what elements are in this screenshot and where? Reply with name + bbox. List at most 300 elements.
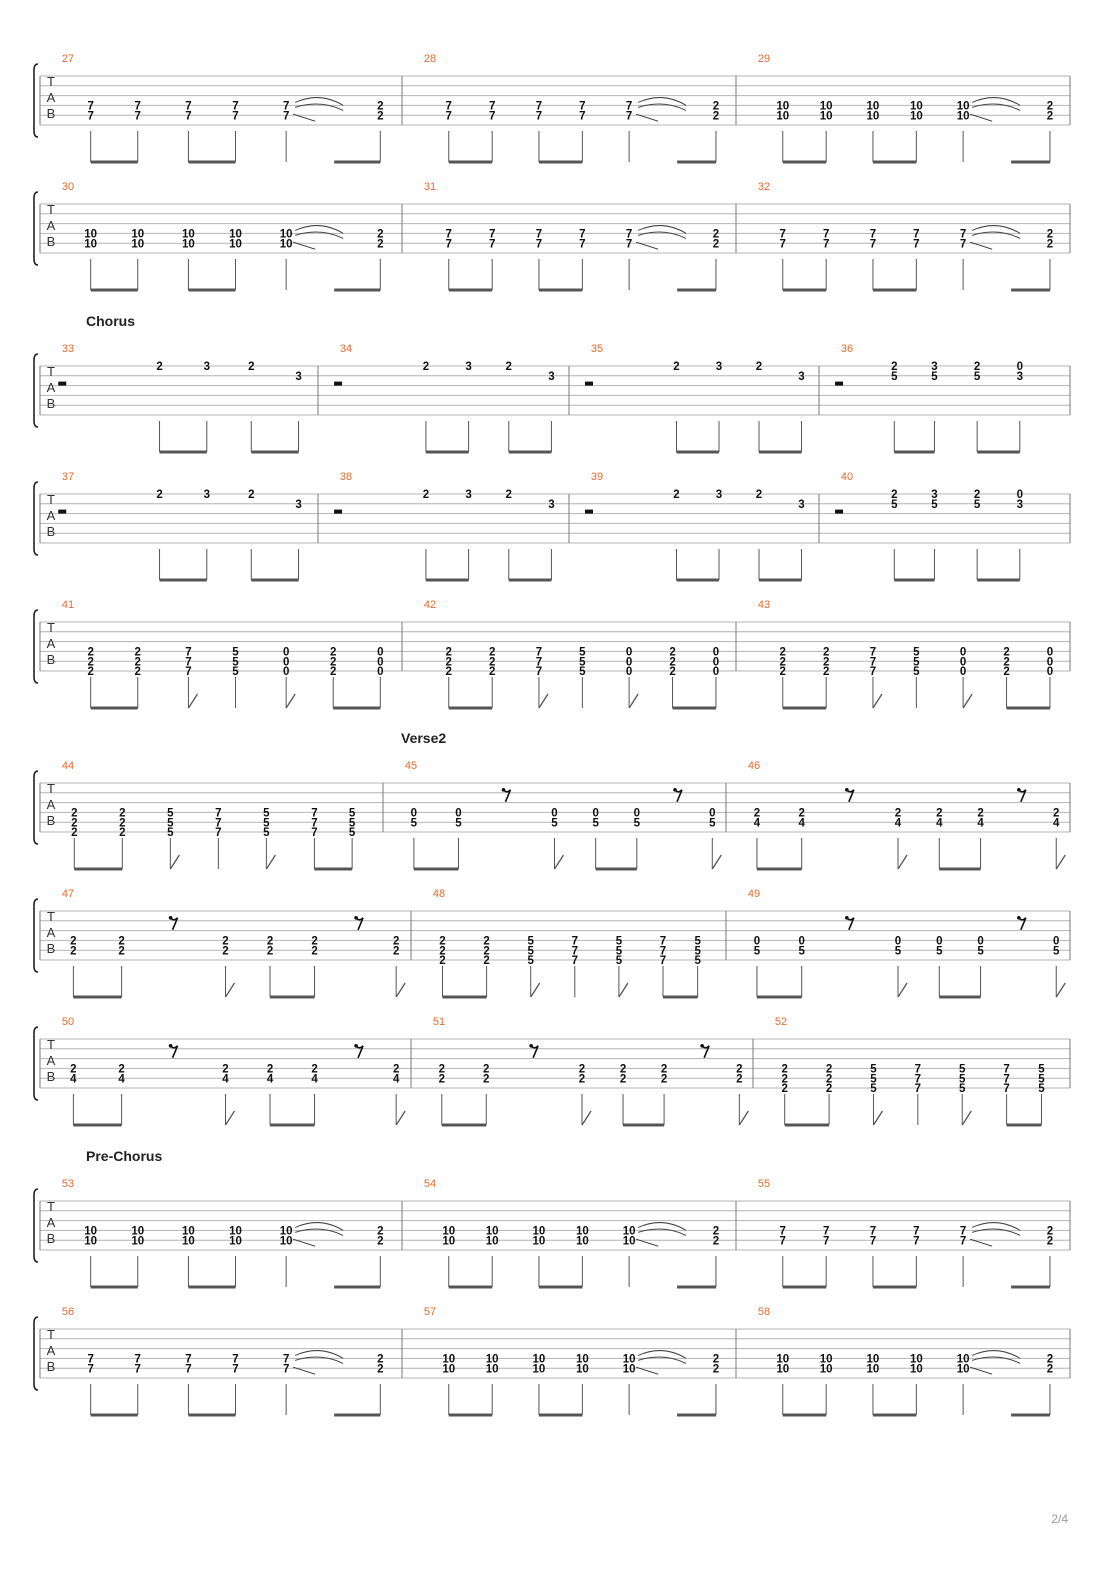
fret-number: 7 xyxy=(659,955,667,968)
tab-clef-letter: B xyxy=(46,396,56,411)
eighth-rest-dot xyxy=(700,1044,704,1048)
fret-number: 7 xyxy=(914,1063,922,1076)
fret-number: 4 xyxy=(977,817,984,830)
page-number: 2/4 xyxy=(1051,1512,1068,1526)
fret-number: 7 xyxy=(779,1225,786,1238)
fret-number: 7 xyxy=(959,228,967,241)
fret-number: 2 xyxy=(977,807,984,820)
fret-number: 0 xyxy=(282,646,290,659)
fret-number: 7 xyxy=(959,1225,967,1238)
tab-clef-letter: T xyxy=(47,74,55,89)
eighth-rest xyxy=(356,1046,363,1058)
fret-number: 10 xyxy=(279,228,293,241)
fret-number: 5 xyxy=(579,656,586,669)
fret-number: 7 xyxy=(959,238,967,251)
fret-number: 7 xyxy=(185,1353,192,1366)
fret-number: 7 xyxy=(311,807,318,820)
fret-number: 7 xyxy=(869,1235,877,1248)
fret-number: 10 xyxy=(229,238,242,251)
fret-number: 7 xyxy=(869,228,877,241)
fret-number: 5 xyxy=(936,945,943,958)
fret-number: 10 xyxy=(442,1353,456,1366)
fret-number: 4 xyxy=(222,1073,229,1086)
fret-number: 5 xyxy=(527,935,534,948)
fret-number: 2 xyxy=(119,817,126,830)
eighth-flag xyxy=(555,855,564,869)
fret-number: 7 xyxy=(822,238,830,251)
fret-number: 2 xyxy=(505,489,512,502)
fret-number: 2 xyxy=(619,1073,627,1086)
tab-clef-letter: A xyxy=(46,90,56,105)
fret-number: 7 xyxy=(913,1235,920,1248)
measure-number: 32 xyxy=(757,181,771,193)
fret-number: 2 xyxy=(118,945,125,958)
fret-number: 7 xyxy=(232,1353,239,1366)
fret-number: 2 xyxy=(377,1353,384,1366)
fret-number: 5 xyxy=(798,945,805,958)
fret-number: 5 xyxy=(615,955,623,968)
tab-clef-letter: A xyxy=(46,508,56,523)
fret-number: 10 xyxy=(84,1225,98,1238)
fret-number: 7 xyxy=(1003,1063,1010,1076)
tab-clef-letter: B xyxy=(46,1231,56,1246)
fret-number: 2 xyxy=(712,1363,720,1376)
eighth-flag xyxy=(266,855,275,869)
fret-number: 10 xyxy=(909,110,923,123)
measure-number: 42 xyxy=(423,599,437,611)
fret-number: 2 xyxy=(822,646,830,659)
fret-number: 5 xyxy=(694,955,701,968)
fret-number: 10 xyxy=(442,1225,456,1238)
fret-number: 10 xyxy=(819,110,833,123)
fret-number: 2 xyxy=(1046,1363,1054,1376)
eighth-rest xyxy=(847,918,854,930)
fret-number: 2 xyxy=(422,361,430,374)
fret-number: 4 xyxy=(266,1073,274,1086)
staff-system xyxy=(34,1148,1070,1287)
fret-number: 7 xyxy=(185,666,192,679)
eighth-rest-dot xyxy=(673,788,677,792)
fret-number: 7 xyxy=(869,646,877,659)
fret-number: 10 xyxy=(532,1363,546,1376)
fret-number: 7 xyxy=(579,228,586,241)
measure-number: 52 xyxy=(774,1016,788,1028)
fret-number: 3 xyxy=(465,361,472,374)
fret-number: 2 xyxy=(377,1225,384,1238)
measure-number: 30 xyxy=(61,181,75,193)
fret-number: 5 xyxy=(870,1073,877,1086)
fret-number: 7 xyxy=(282,1363,290,1376)
fret-number: 10 xyxy=(622,1353,636,1366)
fret-number: 2 xyxy=(445,646,452,659)
fret-number: 5 xyxy=(694,945,701,958)
eighth-flag xyxy=(629,694,638,708)
fret-number: 5 xyxy=(615,935,623,948)
fret-number: 7 xyxy=(185,1363,192,1376)
fret-number: 2 xyxy=(377,238,384,251)
fret-number: 7 xyxy=(579,110,586,123)
fret-number: 5 xyxy=(263,827,270,840)
fret-number: 5 xyxy=(1053,945,1060,958)
fret-number: 0 xyxy=(592,807,599,820)
fret-number: 2 xyxy=(578,1063,586,1076)
tab-clef-letter: B xyxy=(46,234,56,249)
fret-number: 2 xyxy=(483,955,490,968)
fret-number: 5 xyxy=(694,935,701,948)
fret-number: 0 xyxy=(959,656,967,669)
fret-number: 10 xyxy=(776,110,790,123)
fret-number: 2 xyxy=(439,945,446,958)
fret-number: 5 xyxy=(870,1083,877,1096)
fret-number: 10 xyxy=(229,228,242,241)
measure-number: 45 xyxy=(404,760,418,772)
tab-clef-letter: A xyxy=(46,1215,56,1230)
fret-number: 7 xyxy=(625,100,633,113)
fret-number: 2 xyxy=(392,945,400,958)
eighth-flag xyxy=(739,1111,748,1125)
eighth-flag xyxy=(531,983,540,997)
fret-number: 10 xyxy=(575,1363,589,1376)
fret-number: 5 xyxy=(959,1083,966,1096)
fret-number: 7 xyxy=(535,228,543,241)
fret-number: 5 xyxy=(973,371,981,383)
eighth-flag xyxy=(712,855,721,869)
fret-number: 7 xyxy=(535,656,543,669)
fret-number: 3 xyxy=(931,489,938,502)
fret-number: 2 xyxy=(660,1073,668,1086)
fret-number: 5 xyxy=(1038,1073,1045,1086)
eighth-flag xyxy=(396,983,405,997)
fret-number: 2 xyxy=(330,666,337,679)
fret-number: 2 xyxy=(822,656,830,669)
fret-number: 7 xyxy=(232,100,239,113)
fret-number: 3 xyxy=(798,371,805,383)
fret-number: 0 xyxy=(798,935,805,948)
fret-number: 7 xyxy=(822,1235,830,1248)
tab-clef-letter: T xyxy=(47,202,55,217)
fret-number: 10 xyxy=(131,228,145,241)
fret-number: 2 xyxy=(156,489,163,502)
tab-clef-letter: T xyxy=(47,492,55,507)
measure-number: 57 xyxy=(423,1306,437,1318)
fret-number: 7 xyxy=(579,238,586,251)
eighth-flag xyxy=(898,855,907,869)
fret-number: 2 xyxy=(891,361,898,374)
fret-number: 7 xyxy=(215,827,222,840)
eighth-flag xyxy=(1056,855,1065,869)
half-rest xyxy=(585,382,593,386)
fret-number: 5 xyxy=(348,817,356,830)
fret-number: 2 xyxy=(483,1073,490,1086)
tab-clef-letter: B xyxy=(46,1069,56,1084)
fret-number: 2 xyxy=(377,228,384,241)
fret-number: 3 xyxy=(548,499,555,511)
fret-number: 0 xyxy=(1046,666,1054,679)
fret-number: 3 xyxy=(203,361,211,374)
fret-number: 0 xyxy=(977,935,984,948)
fret-number: 5 xyxy=(870,1063,877,1076)
fret-number: 5 xyxy=(455,817,462,830)
fret-number: 0 xyxy=(377,646,384,659)
measure-number: 29 xyxy=(757,53,771,65)
fret-number: 2 xyxy=(439,935,446,948)
measure-number: 31 xyxy=(423,181,437,193)
fret-number: 10 xyxy=(909,1353,923,1366)
fret-number: 10 xyxy=(819,100,833,113)
fret-number: 2 xyxy=(1046,100,1054,113)
fret-number: 10 xyxy=(575,1225,589,1238)
system-bracket xyxy=(34,64,38,137)
fret-number: 10 xyxy=(622,1363,636,1376)
fret-number: 5 xyxy=(891,499,898,511)
measure-number: 37 xyxy=(61,471,75,483)
fret-number: 7 xyxy=(822,1225,830,1238)
fret-number: 10 xyxy=(229,1225,242,1238)
fret-number: 5 xyxy=(263,817,270,830)
fret-number: 2 xyxy=(134,656,141,669)
fret-number: 2 xyxy=(71,817,78,830)
fret-number: 2 xyxy=(311,935,318,948)
fret-number: 5 xyxy=(891,371,898,383)
tab-clef-letter: B xyxy=(46,106,56,121)
eighth-flag xyxy=(898,983,907,997)
half-rest xyxy=(58,382,66,386)
fret-number: 0 xyxy=(712,646,720,659)
fret-number: 3 xyxy=(715,489,723,502)
fret-number: 2 xyxy=(438,1063,445,1076)
fret-number: 7 xyxy=(87,110,94,123)
fret-number: 2 xyxy=(755,489,763,502)
fret-number: 2 xyxy=(1046,1225,1054,1238)
fret-number: 2 xyxy=(798,807,805,820)
eighth-rest xyxy=(1019,918,1026,930)
fret-number: 2 xyxy=(779,656,786,669)
fret-number: 2 xyxy=(392,935,400,948)
fret-number: 5 xyxy=(527,945,534,958)
tab-clef-letter: A xyxy=(46,218,56,233)
eighth-rest-dot xyxy=(529,1044,533,1048)
fret-number: 7 xyxy=(445,238,452,251)
fret-number: 10 xyxy=(956,100,970,113)
fret-number: 7 xyxy=(913,1225,920,1238)
system-bracket xyxy=(34,1189,38,1262)
fret-number: 2 xyxy=(70,1063,77,1076)
fret-number: 10 xyxy=(866,1363,880,1376)
fret-number: 5 xyxy=(579,666,586,679)
fret-number: 2 xyxy=(87,656,94,669)
tab-clef-letter: T xyxy=(47,1199,55,1214)
measure-number: 54 xyxy=(423,1178,437,1190)
fret-number: 2 xyxy=(660,1063,668,1076)
tab-clef-letter: T xyxy=(47,909,55,924)
eighth-flag xyxy=(963,694,972,708)
fret-number: 5 xyxy=(167,827,174,840)
fret-number: 5 xyxy=(615,945,623,958)
fret-number: 2 xyxy=(1003,646,1010,659)
eighth-flag xyxy=(188,694,197,708)
fret-number: 2 xyxy=(222,945,229,958)
fret-number: 2 xyxy=(266,1063,274,1076)
fret-number: 2 xyxy=(712,100,720,113)
fret-number: 2 xyxy=(891,489,898,502)
fret-number: 7 xyxy=(779,1235,786,1248)
fret-number: 0 xyxy=(959,646,967,659)
fret-number: 2 xyxy=(1046,110,1054,123)
system-bracket xyxy=(34,192,38,265)
staff-system xyxy=(34,730,1070,869)
eighth-flag xyxy=(286,694,295,708)
fret-number: 7 xyxy=(913,228,920,241)
measure-number: 35 xyxy=(590,343,604,355)
tab-clef-letter: A xyxy=(46,636,56,651)
fret-number: 2 xyxy=(445,666,452,679)
fret-number: 7 xyxy=(869,238,877,251)
measure-number: 38 xyxy=(339,471,353,483)
fret-number: 2 xyxy=(712,1225,720,1238)
fret-number: 3 xyxy=(715,361,723,374)
fret-number: 7 xyxy=(445,110,452,123)
eighth-flag xyxy=(226,1111,235,1125)
fret-number: 5 xyxy=(709,817,716,830)
fret-number: 0 xyxy=(1046,656,1054,669)
measure-number: 39 xyxy=(590,471,604,483)
eighth-rest-dot xyxy=(845,916,849,920)
fret-number: 5 xyxy=(931,371,938,383)
section-label: Chorus xyxy=(86,313,135,329)
fret-number: 7 xyxy=(535,666,543,679)
fret-number: 2 xyxy=(669,656,676,669)
fret-number: 2 xyxy=(712,1235,720,1248)
fret-number: 2 xyxy=(1046,228,1054,241)
tab-clef-letter: T xyxy=(47,1327,55,1342)
fret-number: 2 xyxy=(118,1063,125,1076)
fret-number: 2 xyxy=(669,666,676,679)
eighth-flag xyxy=(1056,983,1065,997)
fret-number: 5 xyxy=(348,807,356,820)
fret-number: 7 xyxy=(134,100,141,113)
fret-number: 0 xyxy=(712,656,720,669)
fret-number: 7 xyxy=(282,1353,290,1366)
tab-clef-letter: B xyxy=(46,941,56,956)
tab-clef-letter: T xyxy=(47,364,55,379)
fret-number: 0 xyxy=(410,807,418,820)
fret-number: 10 xyxy=(485,1353,499,1366)
fret-number: 0 xyxy=(936,935,943,948)
fret-number: 3 xyxy=(203,489,211,502)
fret-number: 3 xyxy=(931,361,938,374)
tab-clef-letter: A xyxy=(46,925,56,940)
fret-number: 5 xyxy=(167,807,174,820)
fret-number: 2 xyxy=(1053,807,1060,820)
fret-number: 5 xyxy=(592,817,599,830)
fret-number: 4 xyxy=(753,817,761,830)
fret-number: 10 xyxy=(532,1225,546,1238)
fret-number: 3 xyxy=(1016,371,1024,383)
fret-number: 7 xyxy=(914,1073,922,1086)
fret-number: 10 xyxy=(485,1363,499,1376)
fret-number: 5 xyxy=(232,646,239,659)
fret-number: 2 xyxy=(266,945,274,958)
eighth-rest xyxy=(171,1046,178,1058)
fret-number: 10 xyxy=(182,1225,195,1238)
fret-number: 2 xyxy=(1046,1353,1054,1366)
tab-clef-letter: T xyxy=(47,781,55,796)
eighth-rest-dot xyxy=(1017,916,1021,920)
fret-number: 10 xyxy=(866,1353,880,1366)
half-rest xyxy=(334,510,342,514)
fret-number: 7 xyxy=(87,1363,94,1376)
fret-number: 2 xyxy=(118,935,125,948)
fret-number: 10 xyxy=(182,1235,195,1248)
measure-number: 46 xyxy=(747,760,761,772)
section-label: Pre-Chorus xyxy=(86,1148,163,1164)
fret-number: 2 xyxy=(87,646,94,659)
fret-number: 2 xyxy=(71,827,78,840)
fret-number: 2 xyxy=(70,935,77,948)
measure-number: 33 xyxy=(61,343,75,355)
half-rest xyxy=(585,510,593,514)
tab-clef-letter: B xyxy=(46,652,56,667)
fret-number: 5 xyxy=(913,646,920,659)
fret-number: 7 xyxy=(282,110,290,123)
fret-number: 2 xyxy=(894,807,902,820)
half-rest xyxy=(835,510,843,514)
fret-number: 10 xyxy=(575,1235,589,1248)
fret-number: 2 xyxy=(156,361,163,374)
fret-number: 0 xyxy=(625,646,633,659)
fret-number: 7 xyxy=(914,1083,922,1096)
fret-number: 10 xyxy=(909,1363,923,1376)
eighth-rest-dot xyxy=(845,788,849,792)
fret-number: 7 xyxy=(659,945,667,958)
fret-number: 2 xyxy=(483,1063,490,1076)
eighth-rest xyxy=(702,1046,709,1058)
system-bracket xyxy=(34,1317,38,1390)
fret-number: 5 xyxy=(913,666,920,679)
staff-system xyxy=(34,1016,1070,1125)
fret-number: 5 xyxy=(913,656,920,669)
fret-number: 5 xyxy=(579,646,586,659)
tab-clef-letter: B xyxy=(46,524,56,539)
measure-number: 28 xyxy=(423,53,437,65)
fret-number: 7 xyxy=(87,1353,94,1366)
tab-clef-letter: A xyxy=(46,1343,56,1358)
fret-number: 7 xyxy=(535,238,543,251)
fret-number: 2 xyxy=(71,807,78,820)
fret-number: 7 xyxy=(913,238,920,251)
fret-number: 5 xyxy=(527,955,534,968)
fret-number: 2 xyxy=(392,1063,400,1076)
fret-number: 5 xyxy=(633,817,641,830)
fret-number: 2 xyxy=(673,361,680,374)
fret-number: 7 xyxy=(659,935,667,948)
fret-number: 10 xyxy=(956,110,970,123)
fret-number: 2 xyxy=(87,666,94,679)
fret-number: 0 xyxy=(625,666,633,679)
fret-number: 2 xyxy=(266,935,274,948)
fret-number: 7 xyxy=(488,228,496,241)
eighth-rest xyxy=(1019,790,1026,802)
measure-number: 36 xyxy=(840,343,854,355)
fret-number: 10 xyxy=(532,1235,546,1248)
eighth-flag xyxy=(873,694,882,708)
eighth-rest xyxy=(675,790,682,802)
fret-number: 5 xyxy=(1038,1063,1045,1076)
fret-number: 10 xyxy=(819,1363,833,1376)
fret-number: 10 xyxy=(182,228,195,241)
fret-number: 10 xyxy=(956,1353,970,1366)
fret-number: 7 xyxy=(869,1225,877,1238)
